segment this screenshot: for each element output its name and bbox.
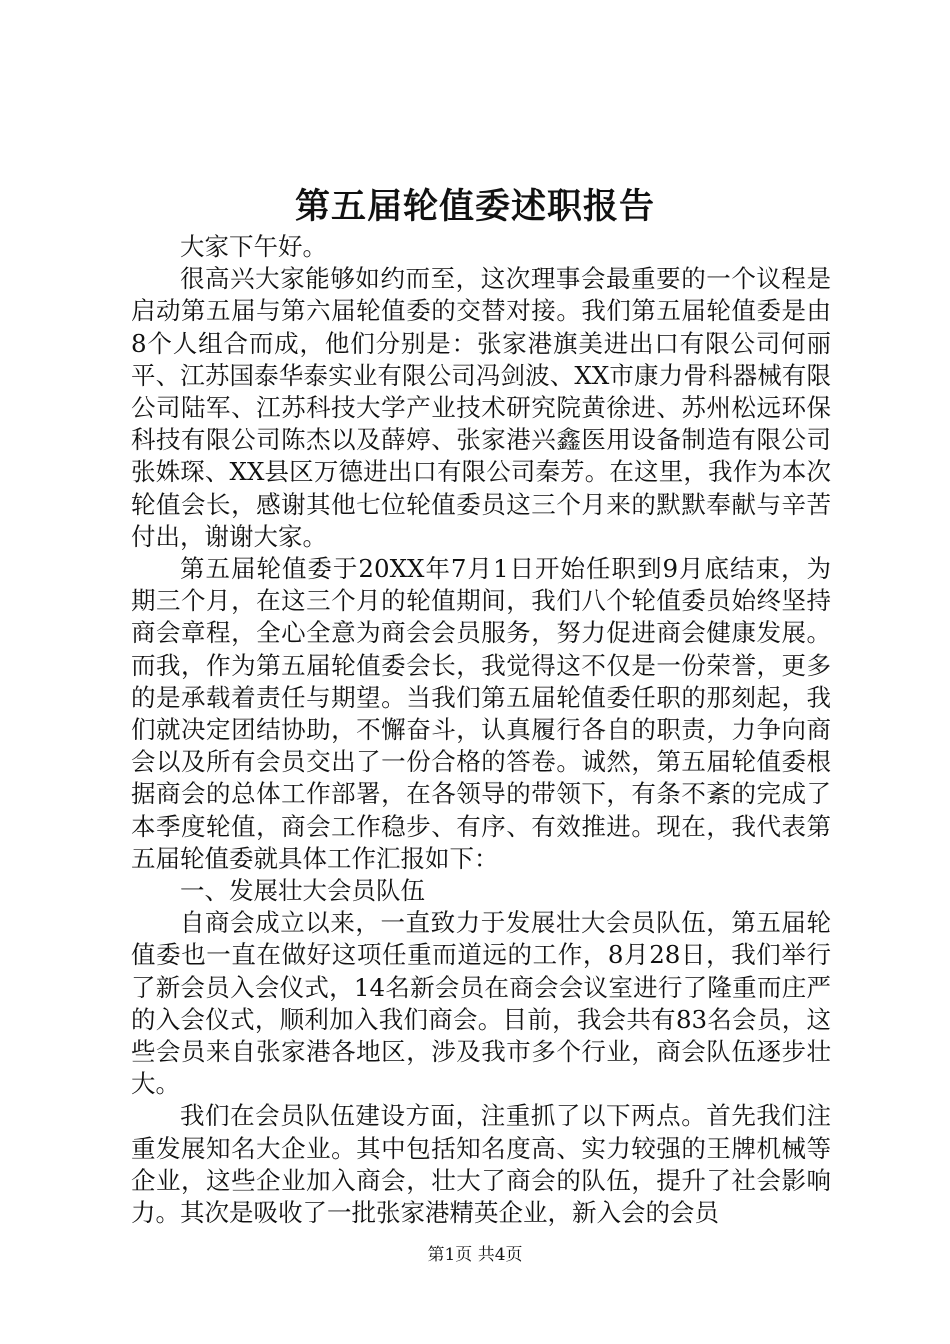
paragraph-membership: 自商会成立以来，一直致力于发展壮大会员队伍，第五届轮值委也一直在做好这项任重而道远的工作，8月28日，我们举行了新会员入会仪式，14名新会员在商会会议室进行了隆重而庄严的入会仪式，顺利加入我们商会。目前，我会共有83名会员，这些会员来自张家港各地区，涉及我市多个行业，商会队伍逐步壮大。	[131, 908, 831, 1099]
paragraph-intro: 很高兴大家能够如约而至，这次理事会最重要的一个议程是启动第五届与第六届轮值委的交替对接。我们第五届轮值委是由8个人组合而成，他们分别是：张家港旗美进出口有限公司何丽平、江苏国泰华泰实业有限公司冯剑波、XX市康力骨科器械有限公司陆军、江苏科技大学产业技术研究院黄徐进、苏州松远环保科技有限公司陈杰以及薛婷、张家港兴鑫医用设备制造有限公司张姝琛、XX县区万德进出口有限公司秦芳。在这里，我作为本次轮值会长，感谢其他七位轮值委员这三个月来的默默奉献与辛苦付出，谢谢大家。	[131, 264, 831, 551]
paragraph-greeting: 大家下午好。	[180, 232, 327, 261]
page-footer: 第1页 共4页	[427, 1245, 523, 1265]
document-title: 第五届轮值委述职报告	[294, 186, 655, 227]
section-heading-1: 一、发展壮大会员队伍	[180, 876, 425, 906]
document-body	[131, 231, 831, 1229]
paragraph-membership-focus: 我们在会员队伍建设方面，注重抓了以下两点。首先我们注重发展知名大企业。其中包括知名度高、实力较强的王牌机械等企业，这些企业加入商会，壮大了商会的队伍，提升了社会影响力。其次是吸收了一批张家港精英企业，新入会的会员	[131, 1101, 831, 1228]
paragraph-term-summary: 第五届轮值委于20XX年7月1日开始任职到9月底结束，为期三个月，在这三个月的轮值期间，我们八个轮值委员始终坚持商会章程，全心全意为商会会员服务，努力促进商会健康发展。而我，作为第五届轮值委会长，我觉得这不仅是一份荣誉，更多的是承载着责任与期望。当我们第五届轮值委任职的那刻起，我们就决定团结协助，不懈奋斗，认真履行各自的职责，力争向商会以及所有会员交出了一份合格的答卷。诚然，第五届轮值委根据商会的总体工作部署，在各领导的带领下，有条不紊的完成了本季度轮值，商会工作稳步、有序、有效推进。现在，我代表第五届轮值委就具体工作汇报如下：	[131, 554, 831, 873]
